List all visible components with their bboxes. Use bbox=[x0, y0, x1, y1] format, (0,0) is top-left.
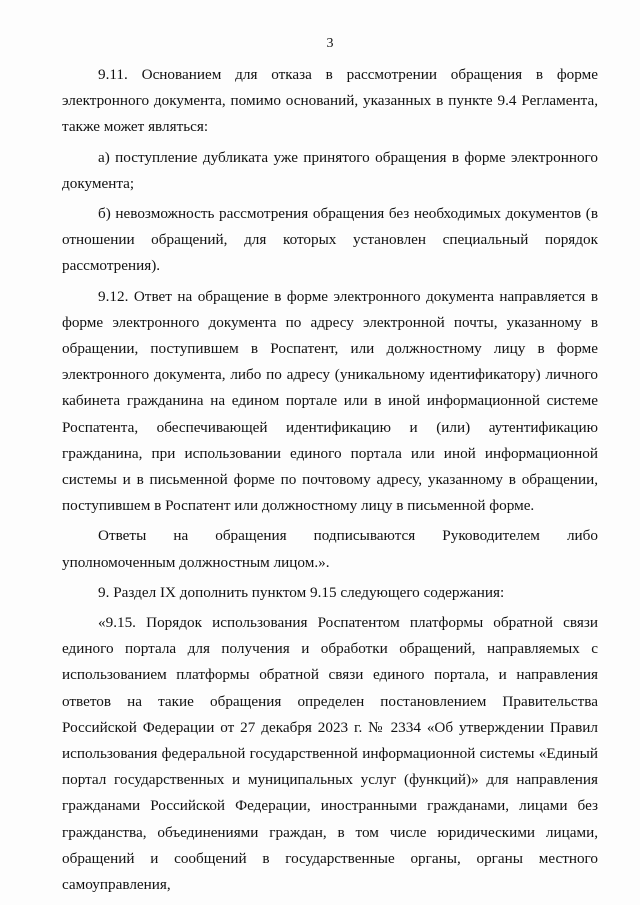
paragraph-signing: Ответы на обращения подписываются Руководителем либо уполномоченным должностным лицом.». bbox=[62, 527, 598, 571]
paragraph-section-ix: 9. Раздел IX дополнить пунктом 9.15 следующего содержания: bbox=[98, 583, 505, 601]
paragraph-9-15: «9.15. Порядок использования Роспатентом платформы обратной связи единого портала для получения и обработки обращений, направляемых с использованием платформы обратной связи единого портала, и направления ответов на такие обращения определен постановлением Правительства Российской Федерации от 27 декабря 2023 г. № 2334 «Об утверждении Правил использования федеральной государственной информационной системы «Единый портал государственных и муниципальных услуг (функций)» для направления гражданами Российской Федерации, иностранными гражданами, лицами без гражданства, объединениями граждан, в том числе юридическими лицами, обращений и сообщений в государственные органы, органы местного самоуправления, bbox=[62, 614, 598, 894]
page-number: 3 bbox=[326, 36, 334, 51]
paragraph-9-12: 9.12. Ответ на обращение в форме электронного документа направляется в форме электронного документа по адресу электронной почты, указанному в обращении, поступившем в Роспатент, или должностному лицу в форме электронного документа, либо по адресу (уникальному идентификатору) личного кабинета гражданина на едином портале или в иной информационной системе Роспатента, обеспечивающей идентификацию и (или) аутентификацию гражданина, при использовании единого портала или иной информационной системы и в письменной форме по почтовому адресу, указанному в обращении, поступившем в Роспатент или должностному лицу в письменной форме. bbox=[62, 287, 598, 515]
paragraph-item-a: а) поступление дубликата уже принятого обращения в форме электронного документа; bbox=[62, 148, 598, 192]
paragraph-9-11: 9.11. Основанием для отказа в рассмотрении обращения в форме электронного документа, помимо оснований, указанных в пункте 9.4 Регламента, также может являться: bbox=[62, 66, 598, 136]
paragraph-item-b: б) невозможность рассмотрения обращения без необходимых документов (в отношении обращений, для которых установлен специальный порядок рассмотрения). bbox=[62, 205, 598, 275]
